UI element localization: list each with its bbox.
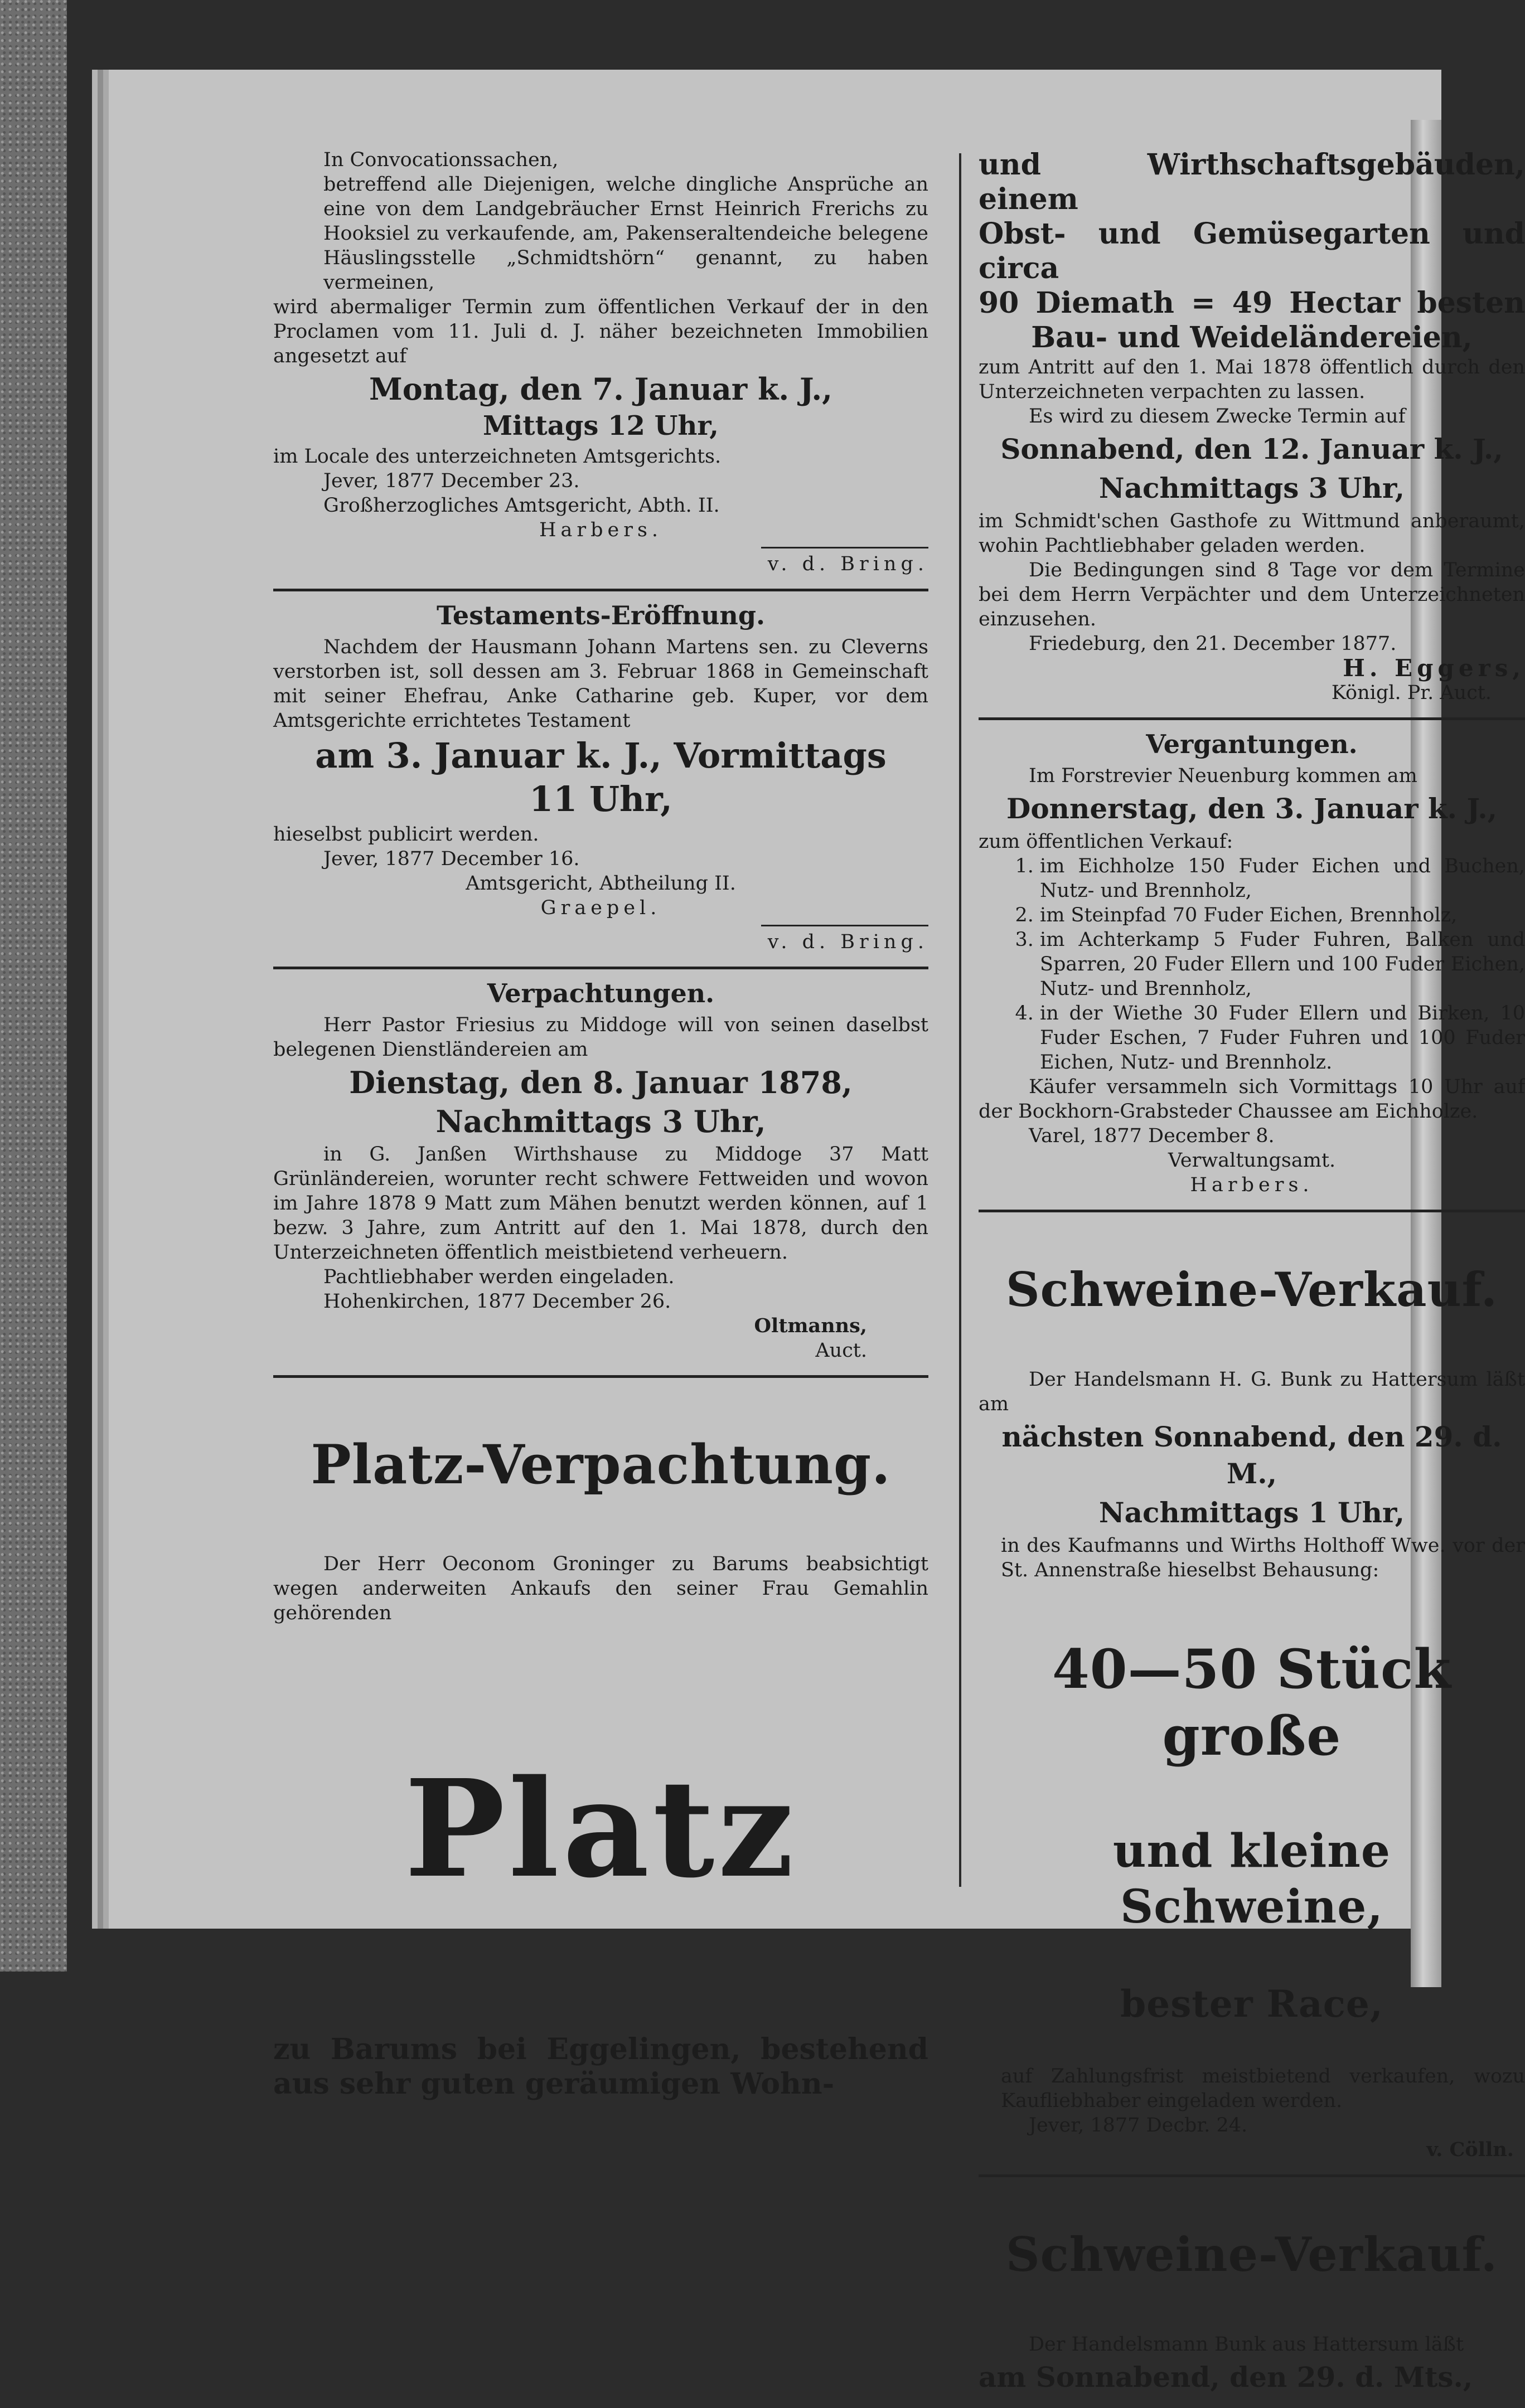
place-date: Jever, 1877 December 16. xyxy=(323,848,580,870)
date-line: Sonnabend, den 12. Januar k. J., xyxy=(1000,433,1503,465)
signer-title: Königl. Pr. Auct. xyxy=(1331,682,1492,704)
section-heading: Verpachtungen. xyxy=(487,978,715,1008)
notice-text: Der Handelsmann H. G. Bunk zu Hattersum läßt am xyxy=(979,1368,1525,1415)
notice-text: Käufer versammeln sich Vormittags 10 Uhr auf der Bockhorn-Grabsteder Chaussee am Eichholze. xyxy=(979,1076,1525,1123)
schweine-verkauf-notice-2 xyxy=(979,2224,1525,2396)
notice-text: Der Handelsmann Bunk aus Hattersum läßt xyxy=(1029,2333,1464,2356)
left-column xyxy=(273,148,928,2114)
notice-text: zum öffentlichen Verkauf: xyxy=(979,831,1233,853)
section-rule xyxy=(273,589,928,591)
place-date: Jever, 1877 Decbr. 24. xyxy=(1029,2114,1248,2137)
column-divider xyxy=(959,153,961,1887)
notice-text: Bau- und Weideländereien, xyxy=(1031,321,1473,355)
section-heading: Schweine-Verkauf. xyxy=(1005,2227,1498,2282)
invite-line: Pachtliebhaber werden eingeladen. xyxy=(323,1266,675,1288)
place-date: Jever, 1877 December 23. xyxy=(323,470,580,492)
signer-title: Auct. xyxy=(815,1339,867,1362)
date-line: am Sonnabend, den 29. d. Mts., xyxy=(979,2361,1473,2394)
right-column xyxy=(979,148,1525,2408)
verpachtungen-notice xyxy=(273,977,928,1363)
display-word: Platz xyxy=(404,1750,797,1907)
time-line: Mittags 12 Uhr, xyxy=(483,410,719,441)
section-rule xyxy=(979,2174,1525,2177)
lot-list xyxy=(979,854,1525,1075)
section-heading: Testaments-Eröffnung. xyxy=(436,600,766,630)
section-heading: Schweine-Verkauf. xyxy=(1005,1262,1498,1317)
notice-text: Die Bedingungen sind 8 Tage vor dem Termine bei dem Herrn Verpächter und dem Unterzeichneten einzusehen. xyxy=(979,559,1525,630)
display-line: 40—50 Stück große xyxy=(1052,1638,1452,1768)
time-line: 11 Uhr, xyxy=(529,779,672,819)
list-item: 3. im Achterkamp 5 Fuder Fuhren, Balken und Sparren, 20 Fuder Ellern und 100 Fuder Eichen, Nutz- und Brennholz, xyxy=(1040,928,1525,1001)
place-date: Hohenkirchen, 1877 December 26. xyxy=(323,1290,671,1313)
office: Verwaltungsamt. xyxy=(1168,1149,1336,1172)
testament-notice xyxy=(273,599,928,954)
signature-rule xyxy=(761,547,928,548)
notice-text: in G. Janßen Wirthshause zu Middoge 37 Matt Grünländereien, worunter recht schwere Fettweiden und wovon im Jahre 1878 9 Matt zum Mähen benutzt werden können, auf 1 bezw. 3 Jahre, zum Antritt auf den 1. Mai 1878, durch den Unterzeichneten öffentlich meistbietend verheuern. xyxy=(273,1143,928,1264)
notice-text: im Schmidt'schen Gasthofe zu Wittmund anberaumt, wohin Pachtliebhaber geladen werden. xyxy=(979,510,1525,557)
date-line: am 3. Januar k. J., Vormittags xyxy=(315,735,887,776)
notice-text: Obst- und Gemüsegarten und circa xyxy=(979,217,1525,285)
scan-background-left xyxy=(0,0,67,1972)
attest: v. d. Bring. xyxy=(767,553,928,575)
section-heading: Vergantungen. xyxy=(1146,729,1358,759)
display-line: bester Race, xyxy=(1120,1982,1383,2026)
signer: Graepel. xyxy=(540,897,661,919)
date-line: nächsten Sonnabend, den 29. d. M., xyxy=(1001,1420,1502,1490)
court-name: Amtsgericht, Abtheilung II. xyxy=(466,872,736,895)
time-line: Nachmittags 3 Uhr, xyxy=(1098,472,1405,504)
signature-rule xyxy=(761,925,928,926)
date-line: Dienstag, den 8. Januar 1878, xyxy=(349,1065,853,1100)
date-line: Montag, den 7. Januar k. J., xyxy=(369,371,832,407)
section-heading: Platz-Verpachtung. xyxy=(311,1433,891,1496)
notice-text: zu Barums bei Eggelingen, bestehend aus sehr guten geräumigen Wohn- xyxy=(273,2032,928,2101)
signer: Harbers. xyxy=(539,519,663,541)
platz-verpachtung-notice xyxy=(273,1431,928,2101)
newspaper-page xyxy=(109,70,1525,2394)
notice-text: Herr Pastor Friesius zu Middoge will von seinen daselbst belegenen Dienstländereien am xyxy=(273,1014,928,1061)
notice-text: In Convocationssachen, xyxy=(323,149,559,171)
notice-text: wird abermaliger Termin zum öffentlichen Verkauf der in den Proclamen vom 11. Juli d. J. näher bezeichneten Immobilien angesetzt auf xyxy=(273,296,928,367)
signer: v. Cölln. xyxy=(1426,2138,1514,2161)
section-rule xyxy=(273,1375,928,1378)
notice-text: 90 Diemath = 49 Hectar besten xyxy=(979,286,1525,320)
schweine-verkauf-notice-1 xyxy=(979,1259,1525,2162)
date-line: Donnerstag, den 3. Januar k. J., xyxy=(1006,792,1498,825)
notice-text: und Wirthschaftsgebäuden, einem xyxy=(979,148,1525,216)
notice-text: Nachdem der Hausmann Johann Martens sen. zu Cleverns verstorben ist, soll dessen am 3. Februar 1868 in Gemeinschaft mit seiner Ehefrau, Anke Catharine geb. Kuper, vor dem Amtsgerichte errichtetes Testament xyxy=(273,636,928,732)
notice-text: betreffend alle Diejenigen, welche dingliche Ansprüche an eine von dem Landgebräucher Ernst Heinrich Frerichs zu Hooksiel zu verkaufende, am, Pakenseraltendeiche belegene Häuslingsstelle „Schmidtshörn“ genannt, zu haben vermeinen, xyxy=(323,173,928,294)
time-line: Nachmittags 1 Uhr, xyxy=(1098,1496,1405,1529)
display-line: und kleine Schweine, xyxy=(1112,1824,1391,1934)
court-name: Großherzogliches Amtsgericht, Abth. II. xyxy=(323,494,720,517)
time-line: Nachmittags 3 Uhr, xyxy=(435,1104,766,1139)
place-date: Varel, 1877 December 8. xyxy=(1029,1125,1275,1147)
vergantungen-notice xyxy=(979,728,1525,1197)
notice-text: Im Forstrevier Neuenburg kommen am xyxy=(1029,765,1417,787)
place-date: Friedeburg, den 21. December 1877. xyxy=(1029,633,1397,655)
notice-text: Der Herr Oeconom Groninger zu Barums beabsichtigt wegen anderweiten Ankaufs den seiner Frau Gemahlin gehörenden xyxy=(273,1553,928,1624)
section-rule xyxy=(979,717,1525,720)
notice-text: in des Kaufmanns und Wirths Holthoff Wwe. vor der St. Annenstraße hieselbst Behausung: xyxy=(1001,1535,1525,1581)
list-item: 1. im Eichholze 150 Fuder Eichen und Buchen, Nutz- und Brennholz, xyxy=(1040,854,1525,903)
signer: Harbers. xyxy=(1190,1174,1314,1196)
signer: Oltmanns, xyxy=(754,1314,867,1337)
section-rule xyxy=(273,967,928,969)
notice-text: zum Antritt auf den 1. Mai 1878 öffentlich durch den Unterzeichneten verpachten zu lassen. xyxy=(979,356,1525,403)
platz-continuation xyxy=(979,148,1525,705)
list-item: 4. in der Wiethe 30 Fuder Ellern und Birken, 10 Fuder Eschen, 7 Fuder Fuhren und 100 Fuder Eichen, Nutz- und Brennholz. xyxy=(1040,1001,1525,1075)
list-item: 2. im Steinpfad 70 Fuder Eichen, Brennholz, xyxy=(1040,903,1525,928)
notice-text: auf Zahlungsfrist meistbietend verkaufen, wozu Kaufliebhaber eingeladen werden. xyxy=(1001,2065,1525,2112)
notice-text: hieselbst publicirt werden. xyxy=(273,823,539,846)
signer: H. Eggers, xyxy=(1343,654,1525,682)
notice-text: Es wird zu diesem Zwecke Termin auf xyxy=(1029,405,1406,428)
section-rule xyxy=(979,1210,1525,1212)
place-line: im Locale des unterzeichneten Amtsgerichts. xyxy=(273,445,722,468)
attest: v. d. Bring. xyxy=(767,931,928,953)
convocation-notice xyxy=(273,148,928,576)
